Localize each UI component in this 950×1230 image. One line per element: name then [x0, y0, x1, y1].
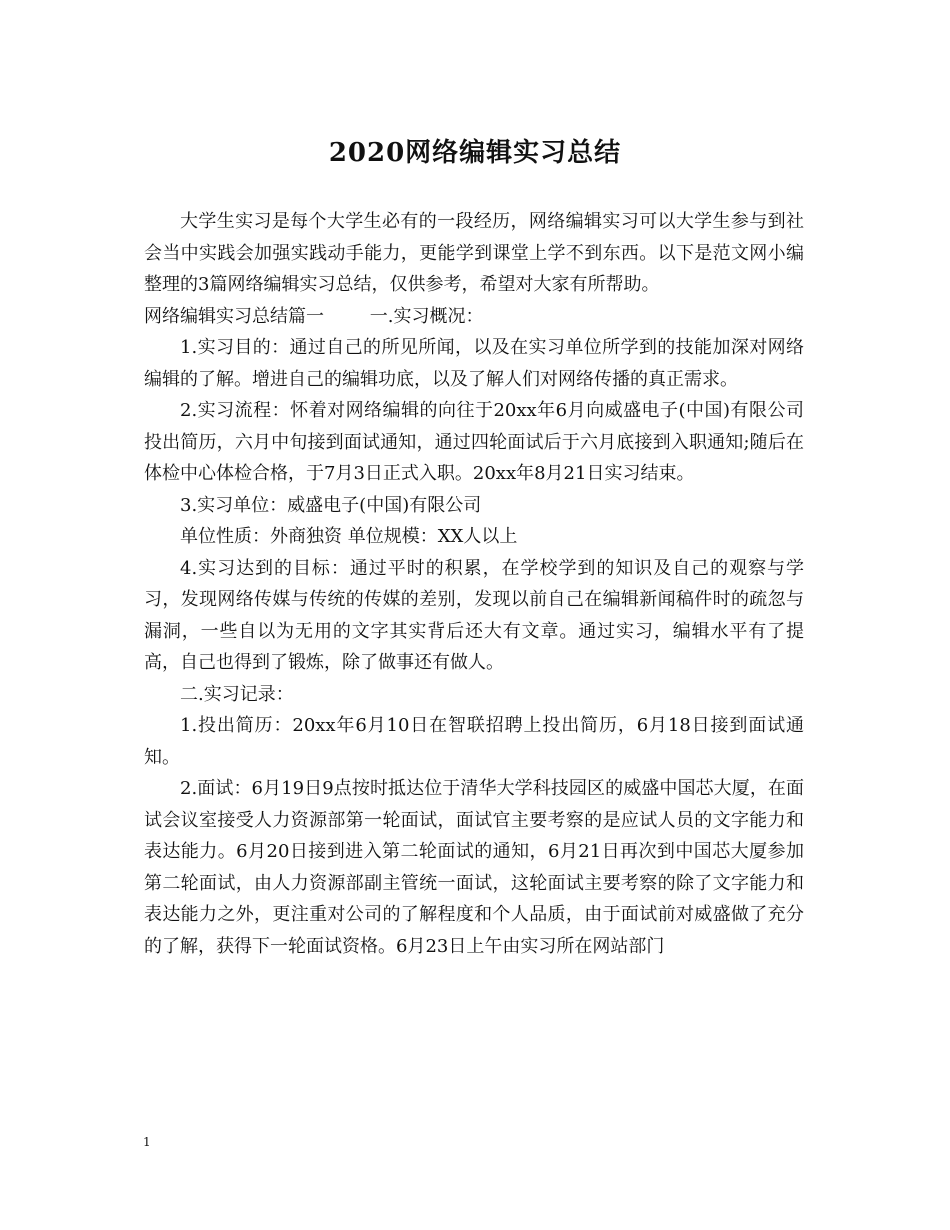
document-title: 2020网络编辑实习总结	[328, 138, 622, 168]
paragraph-resume: 1.投出简历：20xx年6月10日在智联招聘上投出简历，6月18日接到面试通知。	[144, 715, 804, 768]
paragraph-interview: 2.面试：6月19日9点按时抵达位于清华大学科技园区的威盛中国芯大厦，在面试会议室接受人力资源部第一轮面试，面试官主要考察的是应试人员的文字能力和表达能力。6月20日接到进入第二轮面试的通知，6月21日再次到中国芯大厦参加第二轮面试，由人力资源部副主管统一面试，这轮面试主要考察的除了文字能力和表达能力之外，更注重对公司的了解程度和个人品质，由于面试前对威盛做了充分的了解，获得下一轮面试资格。6月23日上午由实习所在网站部门	[144, 778, 804, 957]
paragraph-unit: 3.实习单位：威盛电子(中国)有限公司	[180, 494, 482, 516]
paragraph-goals: 4.实习达到的目标：通过平时的积累，在学校学到的知识及自己的观察与学习，发现网络传媒与传统的传媒的差别，发现以前自己在编辑新闻稿件时的疏忽与漏洞，一些自以为无用的文字其实背后还大有文章。通过实习，编辑水平有了提高，自己也得到了锻炼，除了做事还有做人。	[144, 557, 804, 673]
section-heading-records: 二.实习记录：	[180, 683, 294, 705]
paragraph-unit-nature: 单位性质：外商独资 单位规模：XX人以上	[180, 526, 518, 547]
document-body	[144, 206, 804, 962]
paragraph-process: 2.实习流程：怀着对网络编辑的向往于20xx年6月向威盛电子(中国)有限公司投出简历，六月中旬接到面试通知，通过四轮面试后于六月底接到入职通知;随后在体检中心体检合格，于7月3日正式入职。20xx年8月21日实习结束。	[144, 400, 804, 484]
paragraph-intro: 大学生实习是每个大学生必有的一段经历，网络编辑实习可以大学生参与到社会当中实践会加强实践动手能力，更能学到课堂上学不到东西。以下是范文网小编整理的3篇网络编辑实习总结，仅供参考，希望对大家有所帮助。	[144, 211, 804, 295]
paragraph-purpose: 1.实习目的：通过自己的所见所闻，以及在实习单位所学到的技能加深对网络编辑的了解。增进自己的编辑功底，以及了解人们对网络传播的真正需求。	[144, 337, 804, 390]
section-heading-overview: 网络编辑实习总结篇一 一.实习概况：	[144, 305, 484, 327]
page-number: 1	[143, 1135, 151, 1149]
